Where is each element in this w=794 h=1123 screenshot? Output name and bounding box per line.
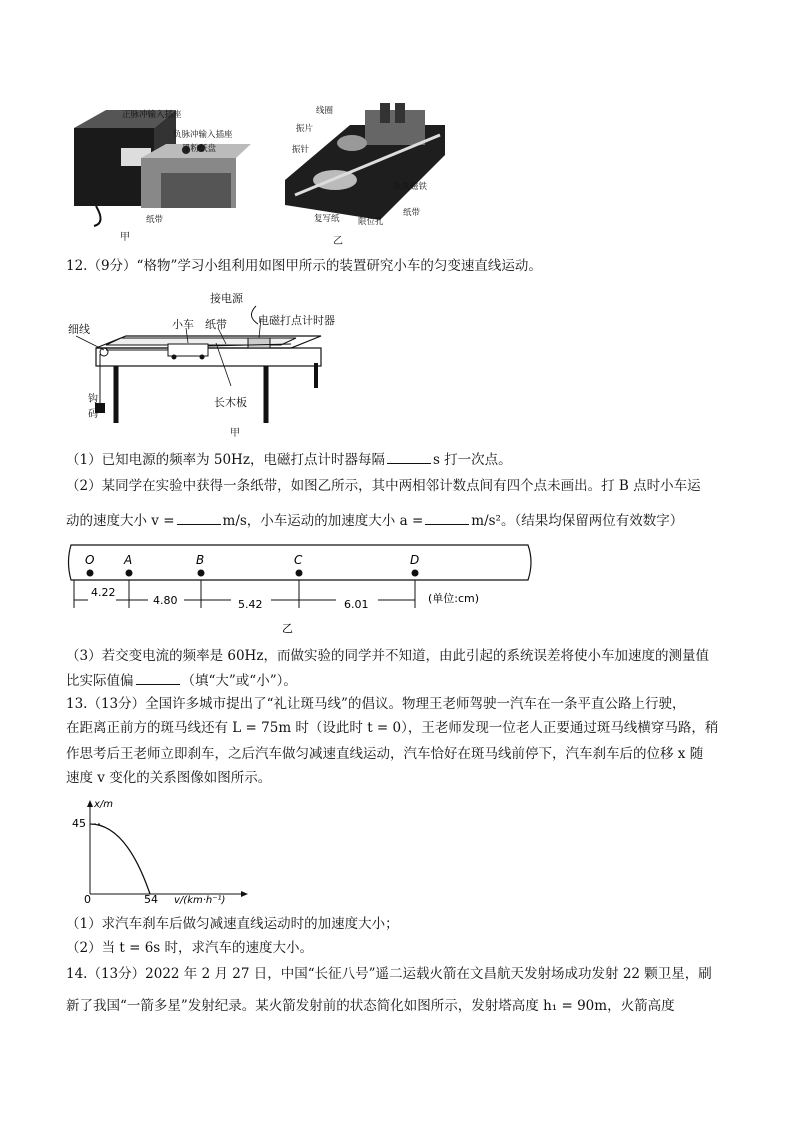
point-O (87, 570, 94, 577)
q12-intro: 12.（9分）“格物”学习小组利用如图甲所示的装置研究小车的匀变速直线运动。 (66, 258, 542, 274)
q12-answer-blank-a[interactable] (425, 510, 469, 525)
q12-part1 (66, 449, 512, 470)
point-C (296, 570, 303, 577)
q12-answer-blank-1[interactable] (387, 449, 431, 464)
q12-part2-line2 (66, 510, 683, 531)
q14-line1: 14.（13分）2022 年 2 月 27 日，中国“长征八号”遥二运载火箭在文昌航天发射场成功发射 22 颗卫星，刷 (66, 966, 712, 982)
graph-y-tick: 45 (72, 817, 86, 830)
graph-x-tick: 54 (144, 893, 158, 906)
q12-answer-blank-3[interactable] (136, 670, 180, 685)
q12-part1-text-a: （1）已知电源的频率为 50Hz，电磁打点计时器每隔 (66, 452, 385, 468)
q14-line2: 新了我国“一箭多星”发射纪录。某火箭发射前的状态简化如图所示，发射塔高度 h₁ = 90m，火箭高度 (66, 998, 675, 1014)
q12-part1-text-b: s 打一次点。 (432, 452, 512, 468)
timer-photo-right (280, 95, 450, 230)
q12-part3-text-b1: 比实际值偏 (66, 673, 134, 689)
point-D (412, 570, 419, 577)
tape-distance-BC: 5.42 (238, 598, 263, 611)
label-vibrating-plate: 振片 (296, 124, 314, 134)
q13-line2: 在距离正前方的斑马线还有 L = 75m 时（设此时 t = 0），王老师发现一位老人正要通过斑马线横穿马路，稍 (66, 720, 719, 736)
caption-apparatus: 甲 (230, 428, 240, 439)
caption-left-photo: 甲 (120, 232, 130, 243)
label-needle: 振针 (292, 145, 310, 155)
label-magnet: 永久磁铁 (393, 182, 428, 192)
tape-label-D: D (410, 553, 420, 567)
tape-distance-AB: 4.80 (153, 594, 178, 607)
label-string: 细线 (68, 323, 90, 336)
x-v-graph (66, 796, 256, 906)
q13-line3: 作思考后王老师立即刹车，之后汽车做匀减速直线运动，汽车恰好在斑马线前停下，汽车刹车后的位移 x 随 (66, 746, 704, 762)
label-power: 接电源 (210, 292, 243, 305)
tape-unit: (单位:cm) (428, 592, 480, 605)
tape-label-B: B (196, 553, 205, 567)
q12-part2-text-b1: 动的速度大小 v = (66, 513, 175, 529)
label-tape-left: 纸带 (146, 215, 164, 225)
point-B (198, 570, 205, 577)
label-cart: 小车 (172, 318, 194, 331)
label-board: 长木板 (214, 396, 247, 409)
graph-y-label: x/m (94, 799, 114, 810)
q12-part3-line2 (66, 670, 297, 691)
q12-part3-line1: （3）若交变电流的频率是 60Hz，而做实验的同学并不知道，由此引起的系统误差将使小车加速度的测量值 (66, 648, 709, 664)
q13-sub1: （1）求汽车刹车后做匀减速直线运动时的加速度大小； (66, 916, 399, 932)
q12-part2-line1: （2）某同学在实验中获得一条纸带，如图乙所示，其中两相邻计数点间有四个点未画出。打 B 点时小车运 (66, 478, 701, 494)
graph-origin: 0 (84, 893, 91, 906)
q13-sub2: （2）当 t = 6s 时，求汽车的速度大小。 (66, 940, 314, 956)
q12-part3-text-b2: （填“大”或“小”）。 (181, 673, 297, 689)
label-limit-hole: 限位孔 (358, 217, 384, 227)
label-carbon-paper: 复写纸 (314, 214, 340, 224)
label-negative-socket: 负脉冲输入插座 (173, 130, 233, 140)
apparatus-figure (66, 288, 336, 438)
q12-part2-text-b3: m/s²。（结果均保留两位有效数字） (471, 513, 684, 529)
label-toner-disk: 墨粉纸盘 (182, 144, 217, 154)
tape-label-O: O (85, 553, 95, 567)
q13-line4: 速度 v 变化的关系图像如图所示。 (66, 770, 272, 786)
label-tape: 纸带 (205, 318, 227, 331)
tape-caption: 乙 (282, 622, 293, 635)
q13-line1: 13.（13分）全国许多城市提出了“礼让斑马线”的倡议。物理王老师驾驶一汽车在一条平直公路上行驶， (66, 696, 686, 712)
q12-part2-text-b2: m/s，小车运动的加速度大小 a = (222, 513, 424, 529)
tape-label-A: A (124, 553, 133, 567)
label-tape-right: 纸带 (403, 208, 421, 218)
tape-figure (66, 540, 536, 635)
tape-distance-CD: 6.01 (344, 598, 369, 611)
tape-distance-OA: 4.22 (91, 586, 116, 599)
label-weight: 钩码 (88, 394, 98, 420)
graph-x-label: v/(km·h⁻¹) (174, 895, 226, 906)
x-v-curve (90, 824, 150, 894)
label-coil: 线圈 (316, 106, 334, 116)
caption-right-photo: 乙 (333, 236, 343, 247)
q12-answer-blank-v[interactable] (177, 510, 221, 525)
label-timer: 电磁打点计时器 (258, 314, 335, 327)
point-A (126, 570, 133, 577)
label-positive-socket: 正脉冲输入插座 (122, 110, 182, 120)
tape-points (87, 570, 419, 577)
tape-label-C: C (294, 553, 303, 567)
